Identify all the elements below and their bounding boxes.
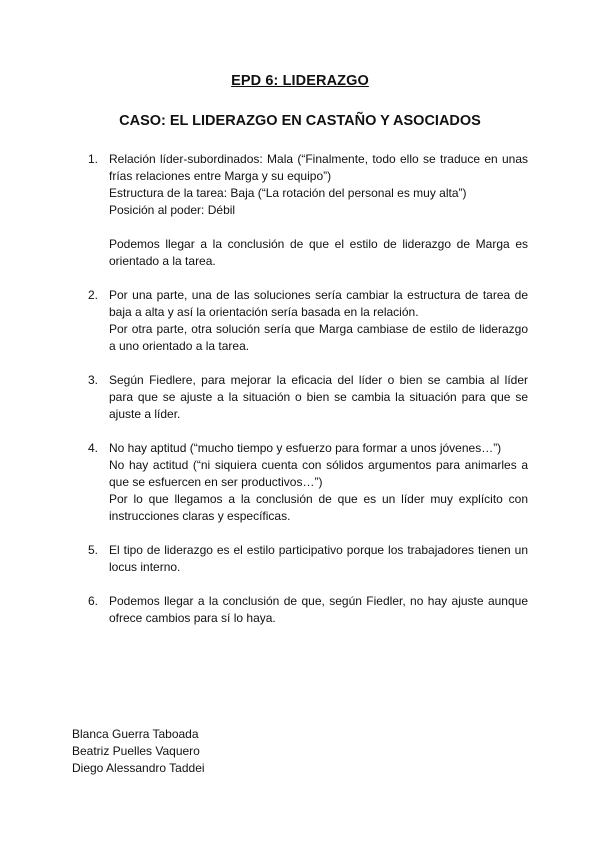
item-text: Estructura de la tarea: Baja (“La rotación del personal es muy alta”) <box>109 186 467 200</box>
list-item-6 <box>88 593 528 627</box>
item-number: 4. <box>88 441 99 455</box>
page-title: EPD 6: LIDERAZGO <box>231 73 369 89</box>
item-number: 3. <box>88 373 99 387</box>
author-list <box>72 726 205 777</box>
case-subtitle: CASO: EL LIDERAZGO EN CASTAÑO Y ASOCIADOS <box>119 113 481 129</box>
item-text: Posición al poder: Débil <box>109 203 236 217</box>
item-text: No hay actitud (“ni siquiera cuenta con sólidos argumentos para animarles a que se esfuercen en ser productivos…”) <box>109 458 528 489</box>
item-text: Podemos llegar a la conclusión de que el estilo de liderazgo de Marga es orientado a la tarea. <box>109 237 528 268</box>
author-name: Blanca Guerra Taboada <box>72 727 199 741</box>
item-number: 5. <box>88 543 99 557</box>
item-text: No hay aptitud (“mucho tiempo y esfuerzo para formar a unos jóvenes…”) <box>109 441 502 455</box>
author-name: Diego Alessandro Taddei <box>72 761 205 775</box>
item-number: 1. <box>88 152 99 166</box>
list-item-2 <box>88 287 528 355</box>
item-text: Por lo que llegamos a la conclusión de que es un líder muy explícito con instrucciones claras y específicas. <box>109 492 528 523</box>
list-item-4 <box>88 440 528 525</box>
item-text: Podemos llegar a la conclusión de que, según Fiedler, no hay ajuste aunque ofrece cambios para sí lo haya. <box>109 594 528 625</box>
item-text: Por una parte, una de las soluciones sería cambiar la estructura de tarea de baja a alta y así la orientación sería basada en la relación. <box>109 288 528 319</box>
item-text: Según Fiedlere, para mejorar la eficacia del líder o bien se cambia al líder para que se ajuste a la situación o bien se cambia la situación para que se ajuste a líder. <box>109 373 528 421</box>
item-text: Por otra parte, otra solución sería que Marga cambiase de estilo de liderazgo a uno orientado a la tarea. <box>109 322 528 353</box>
list-item-1 <box>88 151 528 270</box>
list-item-5 <box>88 542 528 576</box>
item-number: 2. <box>88 288 99 302</box>
author-name: Beatriz Puelles Vaquero <box>72 744 200 758</box>
answer-list <box>88 151 528 644</box>
item-text: Relación líder-subordinados: Mala (“Finalmente, todo ello se traduce en unas frías relaciones entre Marga y su equipo”) <box>109 152 528 183</box>
item-number: 6. <box>88 594 99 608</box>
list-item-3 <box>88 372 528 423</box>
item-text: El tipo de liderazgo es el estilo participativo porque los trabajadores tienen un locus interno. <box>109 543 528 574</box>
